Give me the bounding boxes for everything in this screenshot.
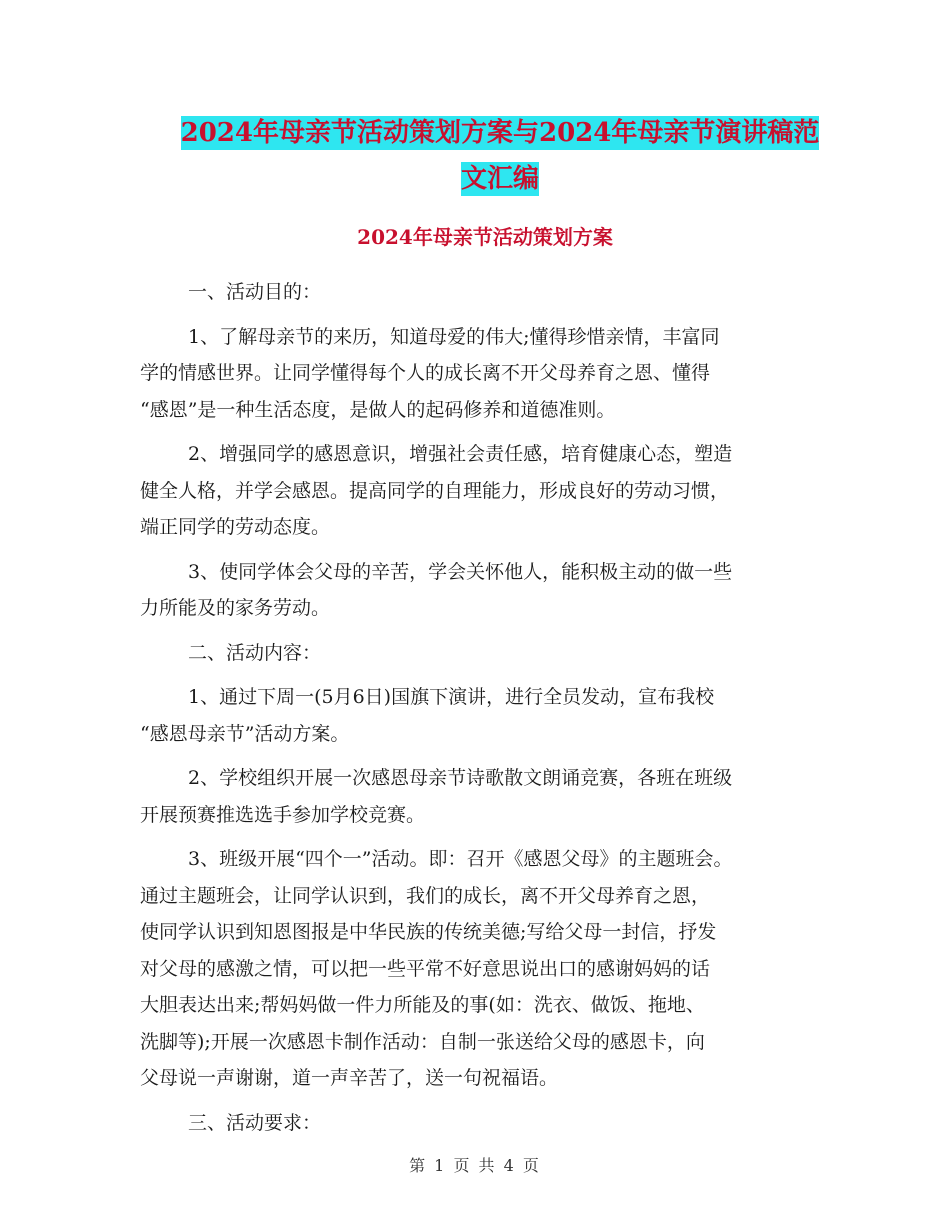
paragraph-purpose-2: 2、增强同学的感恩意识，增强社会责任感，培育健康心态，塑造 健全人格，并学会感恩。提高同学的自理能力，形成良好的劳动习惯， 端正同学的劳动态度。: [140, 443, 733, 538]
paragraph-content-1: 1、通过下周一(5月6日)国旗下演讲，进行全员发动，宣布我校 “感恩母亲节”活动方案。: [140, 686, 715, 745]
paragraph-content-3: 3、班级开展“四个一”活动。即：召开《感恩父母》的主题班会。 通过主题班会，让同学认识到，我们的成长，离不开父母养育之恩， 使同学认识到知恩图报是中华民族的传统美德;写给父母一封信，抒发 对父母的感激之情，可以把一些平常不好意思说出口的感谢妈妈的话 大胆表达出来;帮妈妈做一件力所能及的事(如：洗衣、做饭、拖地、 洗脚等);开展一次感恩卡制作活动：自制一张送给父母的感恩卡，向 父母说一声谢谢，道一声辛苦了，送一句祝福语。: [140, 848, 733, 1089]
title-line-2: 文汇编: [460, 164, 539, 194]
heading-activity-content: 二、活动内容：: [188, 641, 322, 664]
heading-activity-requirements: 三、活动要求：: [188, 1111, 322, 1134]
heading-activity-purpose: 一、活动目的：: [188, 281, 322, 303]
title-line-1: 2024年母亲节活动策划方案与2024年母亲节演讲稿范: [180, 118, 820, 148]
section-title: 2024年母亲节活动策划方案: [357, 225, 613, 249]
paragraph-content-2: 2、学校组织开展一次感恩母亲节诗歌散文朗诵竞赛，各班在班级 开展预赛推选选手参加学校竞赛。: [140, 767, 733, 826]
document-title: [140, 110, 860, 202]
document-body: [140, 274, 830, 1149]
page-footer: 第 1 页 共 4 页: [409, 1156, 541, 1175]
paragraph-purpose-1: 1、了解母亲节的来历，知道母爱的伟大;懂得珍惜亲情，丰富同 学的情感世界。让同学懂得每个人的成长离不开父母养育之恩、懂得 “感恩”是一种生活态度，是做人的起码修养和道德准则。: [140, 325, 720, 421]
paragraph-purpose-3: 3、使同学体会父母的辛苦，学会关怀他人，能积极主动的做一些 力所能及的家务劳动。: [140, 560, 733, 619]
